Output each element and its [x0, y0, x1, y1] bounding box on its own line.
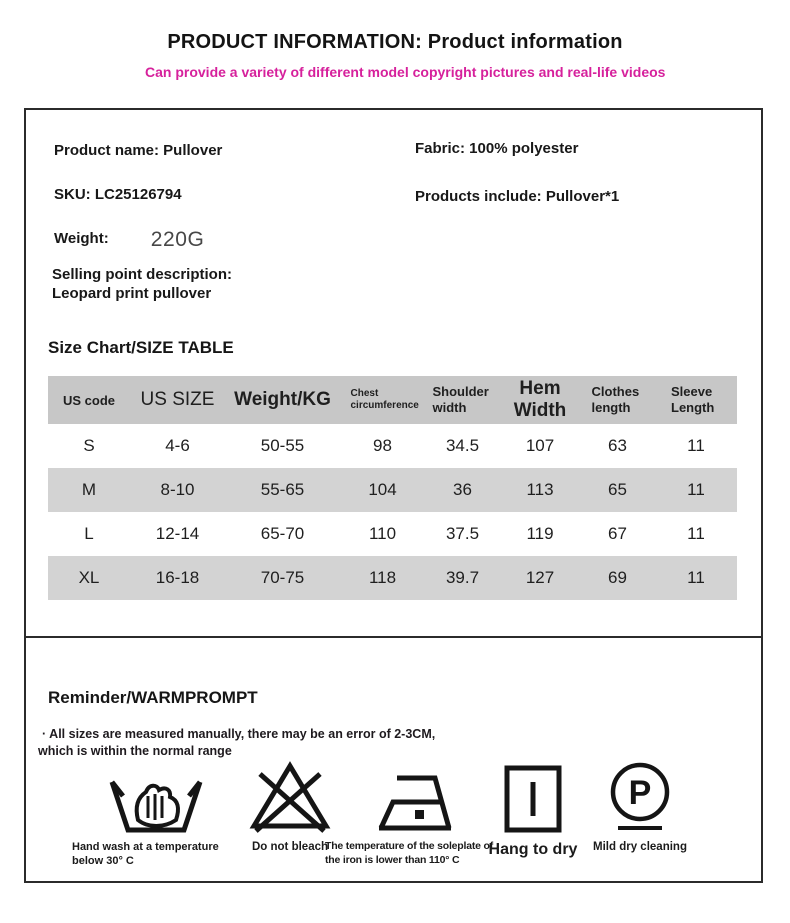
- svg-text:P: P: [628, 774, 652, 812]
- size-row-l: [48, 512, 737, 556]
- selling-point-label: Selling point description:: [52, 266, 232, 283]
- page-title: PRODUCT INFORMATION: Product information: [167, 31, 623, 53]
- size-cell: L: [84, 524, 94, 543]
- size-cell: S: [83, 436, 95, 455]
- size-cell: 65-70: [260, 524, 305, 543]
- products-include-text: Products include: Pullover*1: [415, 188, 620, 205]
- col-header-clothes-length: Clothes length: [591, 383, 640, 415]
- size-cell: 11: [687, 524, 705, 543]
- size-cell: M: [81, 480, 97, 499]
- care-label-hand-wash: Hand wash at a temperature below 30° C: [72, 841, 219, 868]
- mild-dry-clean-icon: [609, 768, 671, 834]
- col-header-shoulder: Shoulder width: [432, 383, 489, 415]
- sku-text: SKU: LC25126794: [54, 186, 182, 203]
- reminder-note-line2: which is within the normal range: [38, 744, 232, 758]
- size-chart-heading: Size Chart/SIZE TABLE: [48, 338, 234, 357]
- size-cell: 65: [608, 480, 627, 499]
- size-cell: 50-55: [260, 436, 305, 455]
- size-cell: 37.5: [445, 524, 480, 543]
- product-details-panel: [24, 108, 763, 638]
- col-header-chest: Chest circumference: [350, 387, 419, 411]
- size-cell: 98: [373, 436, 392, 455]
- size-cell: 67: [608, 524, 627, 543]
- size-cell: 104: [368, 480, 397, 499]
- care-item-hand-wash: [71, 768, 241, 869]
- size-chart-table: [48, 376, 737, 600]
- care-label-dry-clean: Mild dry cleaning: [593, 841, 687, 853]
- weight-label: Weight:: [54, 230, 109, 247]
- size-cell: 11: [687, 568, 705, 587]
- size-cell: 11: [687, 436, 705, 455]
- weight-row: [54, 228, 205, 252]
- size-cell: 8-10: [160, 480, 195, 499]
- weight-value: 220G: [150, 228, 205, 251]
- size-cell: 16-18: [155, 568, 200, 587]
- size-cell: 113: [526, 480, 554, 499]
- col-header-us-code: US code: [62, 392, 115, 408]
- size-cell: 4-6: [165, 436, 190, 455]
- col-header-hem: Hem Width: [513, 378, 567, 421]
- size-cell: 119: [526, 524, 554, 543]
- fabric-text: Fabric: 100% polyester: [415, 140, 579, 157]
- care-label-hang-dry: Hang to dry: [488, 841, 578, 858]
- size-row-m: [48, 468, 737, 512]
- size-cell: 63: [608, 436, 627, 455]
- size-cell: 70-75: [260, 568, 305, 587]
- size-cell: 36: [453, 480, 472, 499]
- product-name-text: Product name: Pullover: [54, 142, 223, 159]
- size-cell: XL: [78, 568, 100, 587]
- hand-wash-icon: [108, 768, 204, 834]
- size-chart-header-row: [48, 376, 737, 424]
- hang-to-dry-icon: [503, 768, 563, 834]
- col-header-sleeve-length: Sleeve Length: [671, 383, 715, 415]
- reminder-panel: [24, 636, 763, 883]
- selling-point-value: Leopard print pullover: [52, 285, 212, 302]
- do-not-bleach-icon: [248, 768, 332, 834]
- size-cell: 69: [608, 568, 627, 587]
- size-cell: 127: [525, 568, 555, 587]
- size-row-s: [48, 424, 737, 468]
- page-subtitle: Can provide a variety of different model copyright pictures and real-life videos: [145, 64, 666, 80]
- size-cell: 11: [687, 480, 705, 499]
- size-row-xl: [48, 556, 737, 600]
- size-cell: 34.5: [445, 436, 480, 455]
- size-cell: 12-14: [155, 524, 200, 543]
- size-cell: 39.7: [445, 568, 480, 587]
- col-header-us-size: US SIZE: [140, 389, 215, 410]
- reminder-heading: Reminder/WARMPROMPT: [48, 688, 258, 707]
- size-cell: 118: [368, 568, 397, 587]
- care-label-do-not-bleach: Do not bleach: [251, 841, 329, 853]
- size-cell: 55-65: [260, 480, 305, 499]
- size-cell: 107: [525, 436, 555, 455]
- care-label-iron: The temperature of the soleplate of the iron is lower than 110° C: [325, 840, 494, 866]
- care-item-dry-clean: [560, 768, 720, 855]
- col-header-weight: Weight/KG: [234, 389, 331, 410]
- iron-low-temp-icon: [371, 768, 459, 834]
- size-cell: 110: [368, 524, 397, 543]
- reminder-note-line1: · All sizes are measured manually, there may be an error of 2-3CM,: [42, 727, 436, 741]
